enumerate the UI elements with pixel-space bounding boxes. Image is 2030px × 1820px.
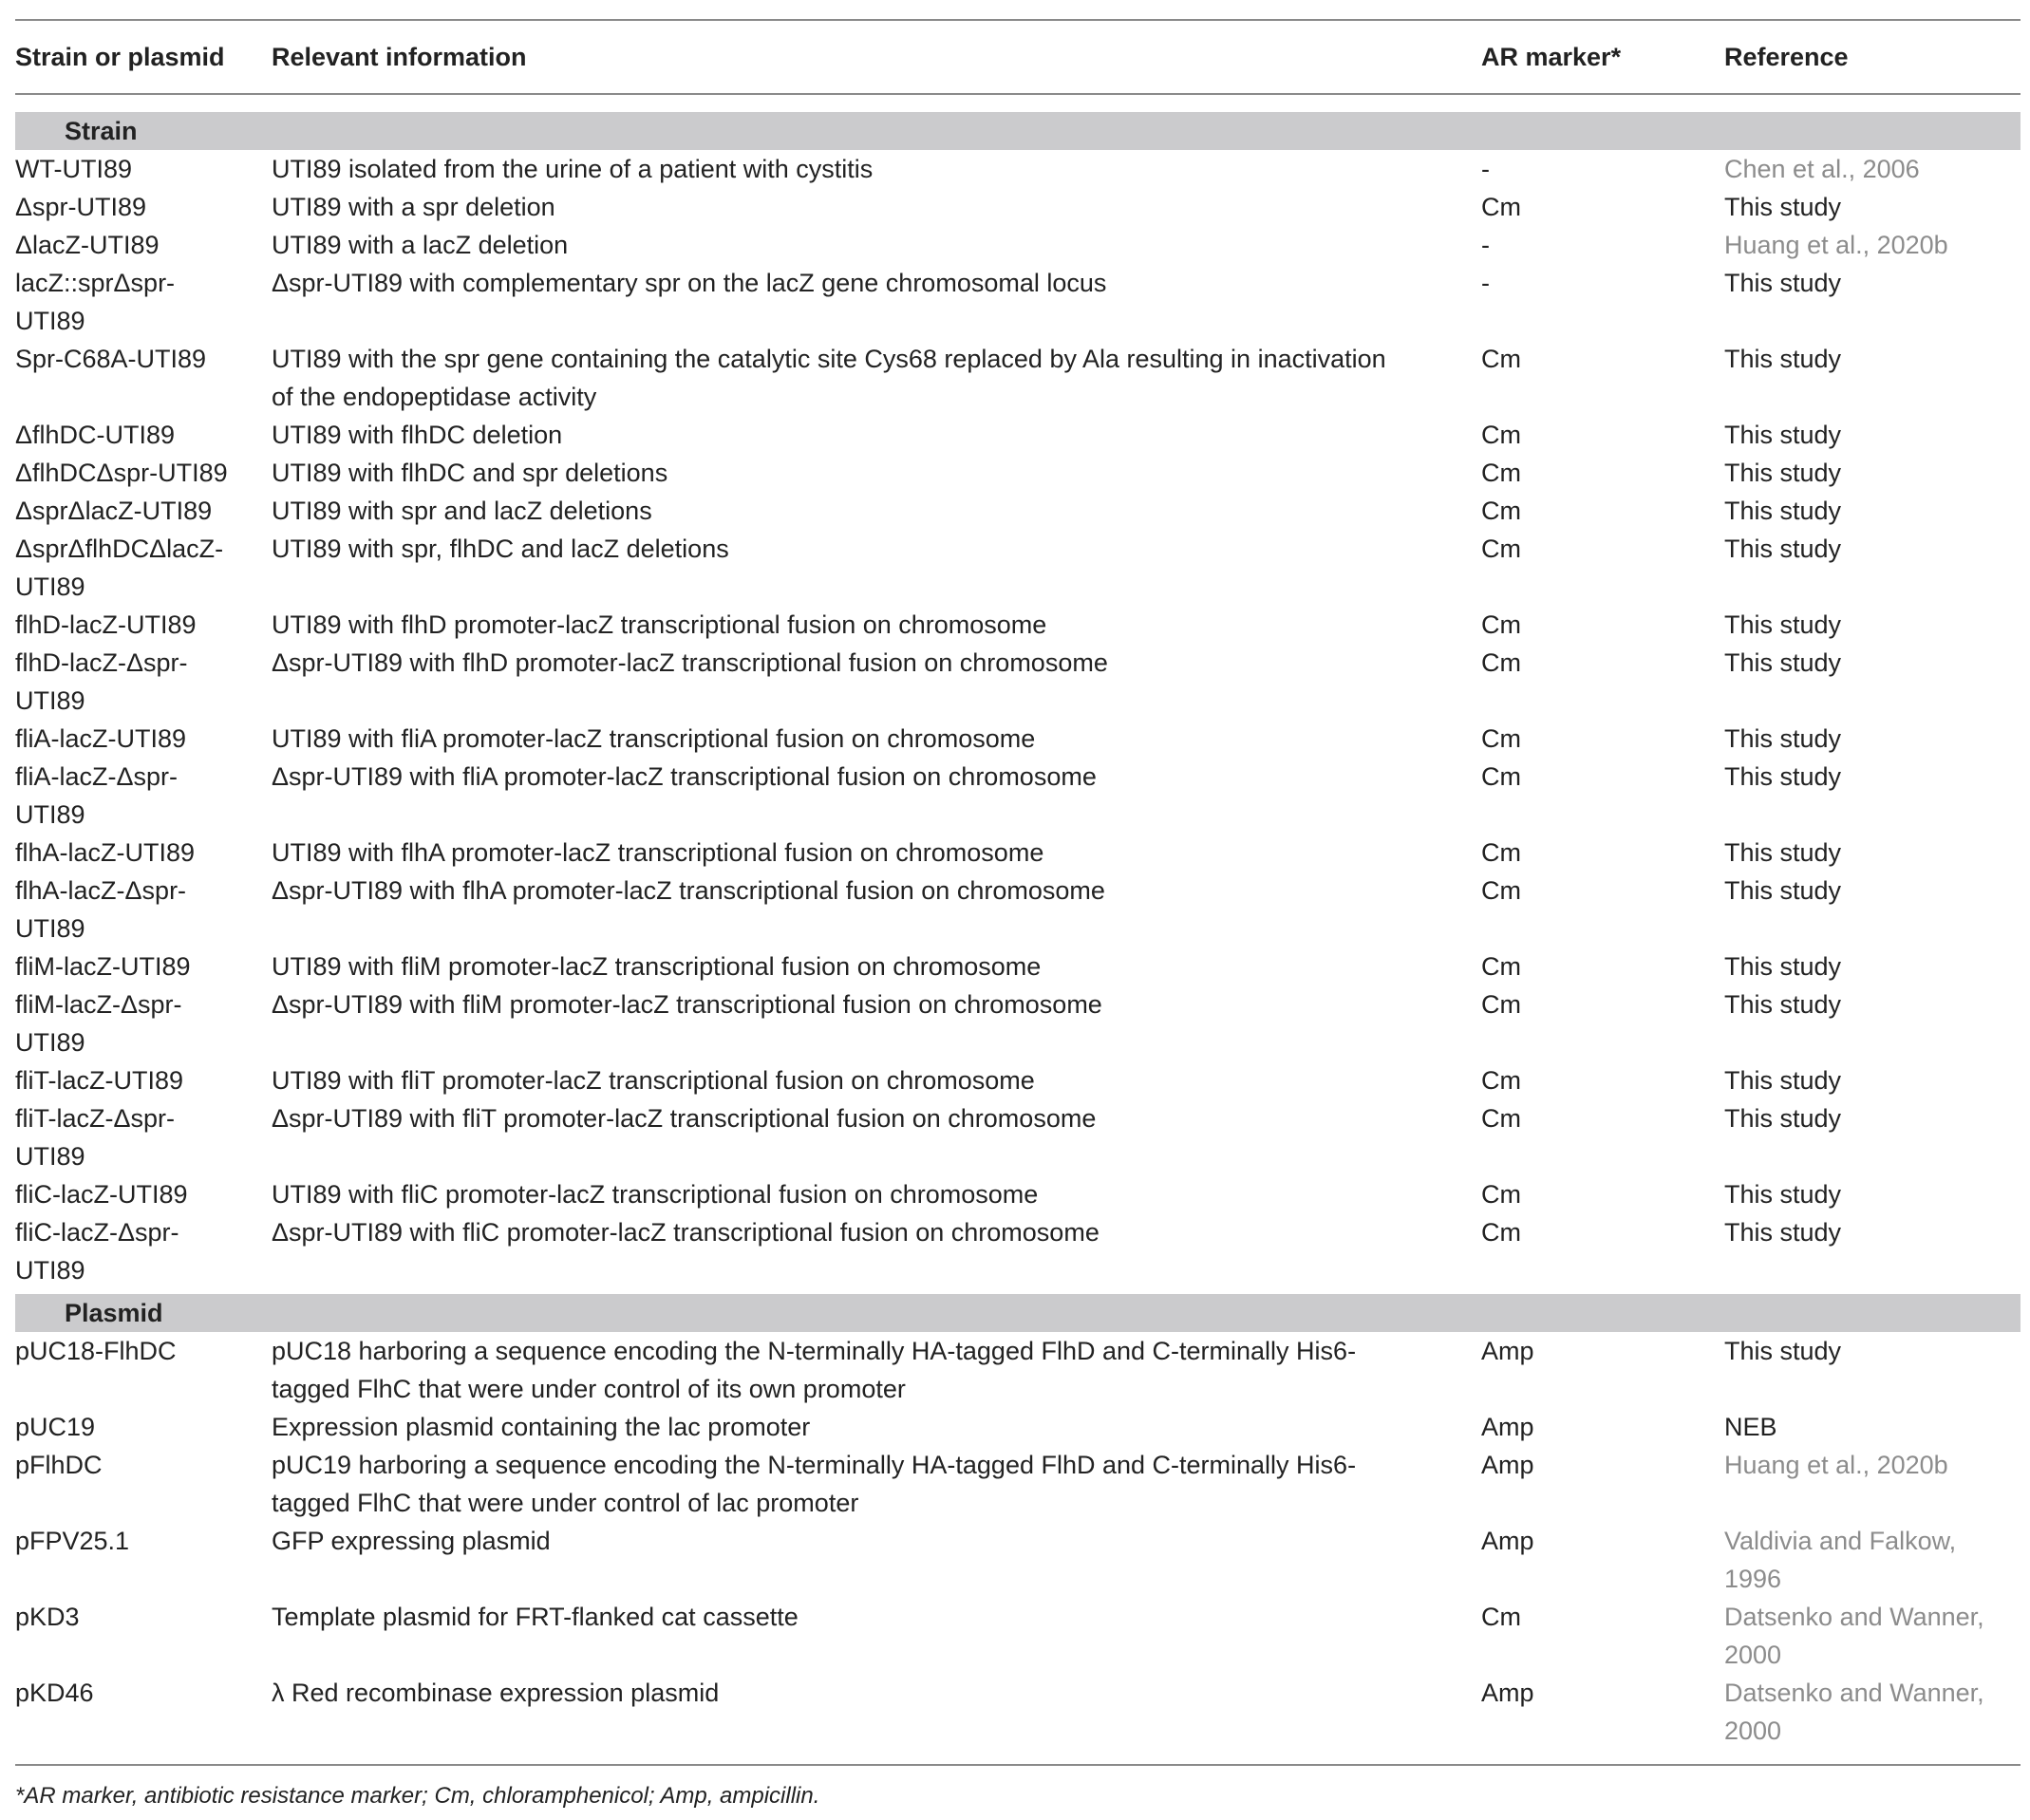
reference-link[interactable]: Chen et al., 2006	[1724, 155, 1920, 183]
reference-cell: This study	[1724, 876, 1842, 905]
relevant-info-cell: UTI89 with flhA promoter-lacZ transcriptional fusion on chromosome	[272, 838, 1044, 867]
strain-name-cell: lacZ::sprΔspr-	[15, 269, 176, 297]
strain-name-cell: pFPV25.1	[15, 1527, 130, 1555]
relevant-info-cell: UTI89 with flhDC deletion	[272, 421, 563, 449]
reference-link[interactable]: Datsenko and Wanner,	[1724, 1603, 1984, 1631]
strain-name-cell: UTI89	[15, 1028, 85, 1057]
strain-name-cell: fliT-lacZ-Δspr-	[15, 1104, 176, 1133]
strain-name-cell: fliA-lacZ-UTI89	[15, 724, 187, 753]
strain-name-cell: fliM-lacZ-UTI89	[15, 952, 191, 981]
ar-marker-cell: Cm	[1481, 193, 1521, 221]
ar-marker-cell: Cm	[1481, 1104, 1521, 1133]
strain-name-cell: UTI89	[15, 307, 85, 335]
section-label-plasmid: Plasmid	[65, 1299, 163, 1327]
reference-link[interactable]: Datsenko and Wanner,	[1724, 1679, 1984, 1707]
strain-name-cell: ΔlacZ-UTI89	[15, 231, 160, 259]
section-band-strain	[15, 112, 2021, 150]
ar-marker-cell: -	[1481, 155, 1490, 183]
strain-name-cell: flhD-lacZ-UTI89	[15, 610, 197, 639]
strain-name-cell: pUC19	[15, 1413, 96, 1441]
relevant-info-cell: Δspr-UTI89 with fliT promoter-lacZ transcriptional fusion on chromosome	[272, 1104, 1097, 1133]
ar-marker-cell: Cm	[1481, 1218, 1521, 1247]
strain-name-cell: flhA-lacZ-Δspr-	[15, 876, 187, 905]
strain-name-cell: fliA-lacZ-Δspr-	[15, 762, 179, 791]
relevant-info-cell: UTI89 with a lacZ deletion	[272, 231, 569, 259]
relevant-info-cell: tagged FlhC that were under control of its own promoter	[272, 1375, 906, 1403]
column-header-ar-marker: AR marker*	[1481, 43, 1622, 71]
relevant-info-cell: UTI89 with the spr gene containing the catalytic site Cys68 replaced by Ala resulting in inactivation	[272, 345, 1386, 373]
reference-link[interactable]: 2000	[1724, 1641, 1782, 1669]
section-band-plasmid	[15, 1294, 2021, 1332]
ar-marker-cell: Amp	[1481, 1337, 1534, 1365]
relevant-info-cell: Δspr-UTI89 with complementary spr on the lacZ gene chromosomal locus	[272, 269, 1107, 297]
relevant-info-cell: Template plasmid for FRT-flanked cat cassette	[272, 1603, 799, 1631]
strain-name-cell: ΔflhDC-UTI89	[15, 421, 176, 449]
relevant-info-cell: UTI89 with fliT promoter-lacZ transcriptional fusion on chromosome	[272, 1066, 1035, 1095]
relevant-info-cell: UTI89 with flhD promoter-lacZ transcriptional fusion on chromosome	[272, 610, 1047, 639]
relevant-info-cell: pUC18 harboring a sequence encoding the N-terminally HA-tagged FlhD and C-terminally His6-	[272, 1337, 1357, 1365]
reference-cell: This study	[1724, 952, 1842, 981]
strain-name-cell: UTI89	[15, 572, 85, 601]
reference-cell: This study	[1724, 345, 1842, 373]
strain-name-cell: UTI89	[15, 1256, 85, 1285]
strain-name-cell: pUC18-FlhDC	[15, 1337, 177, 1365]
column-header-reference: Reference	[1724, 43, 1849, 71]
top-rule	[15, 19, 2021, 21]
relevant-info-cell: UTI89 isolated from the urine of a patient with cystitis	[272, 155, 874, 183]
reference-link[interactable]: Huang et al., 2020b	[1724, 1451, 1948, 1479]
relevant-info-cell: Δspr-UTI89 with flhA promoter-lacZ transcriptional fusion on chromosome	[272, 876, 1105, 905]
relevant-info-cell: of the endopeptidase activity	[272, 383, 597, 411]
strain-name-cell: fliM-lacZ-Δspr-	[15, 990, 182, 1019]
reference-cell: This study	[1724, 193, 1842, 221]
ar-marker-cell: Cm	[1481, 876, 1521, 905]
reference-cell: This study	[1724, 648, 1842, 677]
relevant-info-cell: Expression plasmid containing the lac promoter	[272, 1413, 811, 1441]
bottom-rule	[15, 1764, 2021, 1766]
strain-name-cell: Δspr-UTI89	[15, 193, 147, 221]
reference-cell: This study	[1724, 1104, 1842, 1133]
reference-link[interactable]: 1996	[1724, 1565, 1782, 1593]
header-rule	[15, 93, 2021, 95]
ar-marker-cell: Cm	[1481, 762, 1521, 791]
relevant-info-cell: pUC19 harboring a sequence encoding the N-terminally HA-tagged FlhD and C-terminally His6-	[272, 1451, 1357, 1479]
ar-marker-cell: Amp	[1481, 1679, 1534, 1707]
strain-name-cell: ΔsprΔlacZ-UTI89	[15, 497, 213, 525]
reference-cell: This study	[1724, 610, 1842, 639]
ar-marker-cell: -	[1481, 231, 1490, 259]
reference-cell: This study	[1724, 459, 1842, 487]
ar-marker-cell: Cm	[1481, 648, 1521, 677]
strain-name-cell: UTI89	[15, 1142, 85, 1171]
reference-link[interactable]: Valdivia and Falkow,	[1724, 1527, 1957, 1555]
reference-cell: This study	[1724, 1180, 1842, 1209]
reference-cell: This study	[1724, 838, 1842, 867]
strain-name-cell: UTI89	[15, 800, 85, 829]
strain-name-cell: Spr-C68A-UTI89	[15, 345, 207, 373]
ar-marker-cell: Cm	[1481, 838, 1521, 867]
reference-cell: This study	[1724, 762, 1842, 791]
relevant-info-cell: Δspr-UTI89 with flhD promoter-lacZ transcriptional fusion on chromosome	[272, 648, 1108, 677]
ar-marker-cell: Cm	[1481, 724, 1521, 753]
ar-marker-cell: Cm	[1481, 1066, 1521, 1095]
ar-marker-cell: Cm	[1481, 345, 1521, 373]
reference-cell: This study	[1724, 1066, 1842, 1095]
ar-marker-cell: -	[1481, 269, 1490, 297]
ar-marker-cell: Amp	[1481, 1451, 1534, 1479]
relevant-info-cell: UTI89 with a spr deletion	[272, 193, 555, 221]
reference-cell: This study	[1724, 269, 1842, 297]
reference-link[interactable]: Huang et al., 2020b	[1724, 231, 1948, 259]
relevant-info-cell: UTI89 with flhDC and spr deletions	[272, 459, 668, 487]
reference-cell: This study	[1724, 1218, 1842, 1247]
strain-name-cell: ΔflhDCΔspr-UTI89	[15, 459, 228, 487]
strain-name-cell: pKD46	[15, 1679, 94, 1707]
ar-marker-cell: Amp	[1481, 1527, 1534, 1555]
strain-name-cell: ΔsprΔflhDCΔlacZ-	[15, 535, 224, 563]
strain-name-cell: flhA-lacZ-UTI89	[15, 838, 196, 867]
column-header-info: Relevant information	[272, 43, 527, 71]
reference-cell: This study	[1724, 724, 1842, 753]
relevant-info-cell: tagged FlhC that were under control of lac promoter	[272, 1489, 859, 1517]
relevant-info-cell: UTI89 with spr and lacZ deletions	[272, 497, 652, 525]
strain-name-cell: fliC-lacZ-Δspr-	[15, 1218, 179, 1247]
strain-name-cell: pKD3	[15, 1603, 80, 1631]
section-label-strain: Strain	[65, 117, 138, 145]
strain-name-cell: UTI89	[15, 686, 85, 715]
reference-cell: This study	[1724, 1337, 1842, 1365]
reference-link[interactable]: 2000	[1724, 1717, 1782, 1745]
ar-marker-cell: Amp	[1481, 1413, 1534, 1441]
ar-marker-cell: Cm	[1481, 1603, 1521, 1631]
table-footnote: *AR marker, antibiotic resistance marker; Cm, chloramphenicol; Amp, ampicillin.	[15, 1783, 820, 1809]
strain-name-cell: pFlhDC	[15, 1451, 103, 1479]
ar-marker-cell: Cm	[1481, 421, 1521, 449]
relevant-info-cell: UTI89 with fliM promoter-lacZ transcriptional fusion on chromosome	[272, 952, 1042, 981]
ar-marker-cell: Cm	[1481, 459, 1521, 487]
strain-name-cell: fliT-lacZ-UTI89	[15, 1066, 184, 1095]
strain-name-cell: WT-UTI89	[15, 155, 133, 183]
relevant-info-cell: UTI89 with spr, flhDC and lacZ deletions	[272, 535, 729, 563]
reference-cell: This study	[1724, 990, 1842, 1019]
relevant-info-cell: Δspr-UTI89 with fliC promoter-lacZ transcriptional fusion on chromosome	[272, 1218, 1100, 1247]
reference-cell: NEB	[1724, 1413, 1777, 1441]
ar-marker-cell: Cm	[1481, 952, 1521, 981]
relevant-info-cell: Δspr-UTI89 with fliM promoter-lacZ transcriptional fusion on chromosome	[272, 990, 1102, 1019]
ar-marker-cell: Cm	[1481, 990, 1521, 1019]
strain-name-cell: UTI89	[15, 914, 85, 943]
strain-name-cell: flhD-lacZ-Δspr-	[15, 648, 188, 677]
ar-marker-cell: Cm	[1481, 497, 1521, 525]
relevant-info-cell: Δspr-UTI89 with fliA promoter-lacZ transcriptional fusion on chromosome	[272, 762, 1097, 791]
reference-cell: This study	[1724, 497, 1842, 525]
reference-cell: This study	[1724, 535, 1842, 563]
reference-cell: This study	[1724, 421, 1842, 449]
relevant-info-cell: UTI89 with fliC promoter-lacZ transcriptional fusion on chromosome	[272, 1180, 1039, 1209]
relevant-info-cell: λ Red recombinase expression plasmid	[272, 1679, 720, 1707]
relevant-info-cell: GFP expressing plasmid	[272, 1527, 551, 1555]
ar-marker-cell: Cm	[1481, 610, 1521, 639]
strain-name-cell: fliC-lacZ-UTI89	[15, 1180, 188, 1209]
relevant-info-cell: UTI89 with fliA promoter-lacZ transcriptional fusion on chromosome	[272, 724, 1036, 753]
ar-marker-cell: Cm	[1481, 1180, 1521, 1209]
column-header-strain: Strain or plasmid	[15, 43, 225, 71]
ar-marker-cell: Cm	[1481, 535, 1521, 563]
